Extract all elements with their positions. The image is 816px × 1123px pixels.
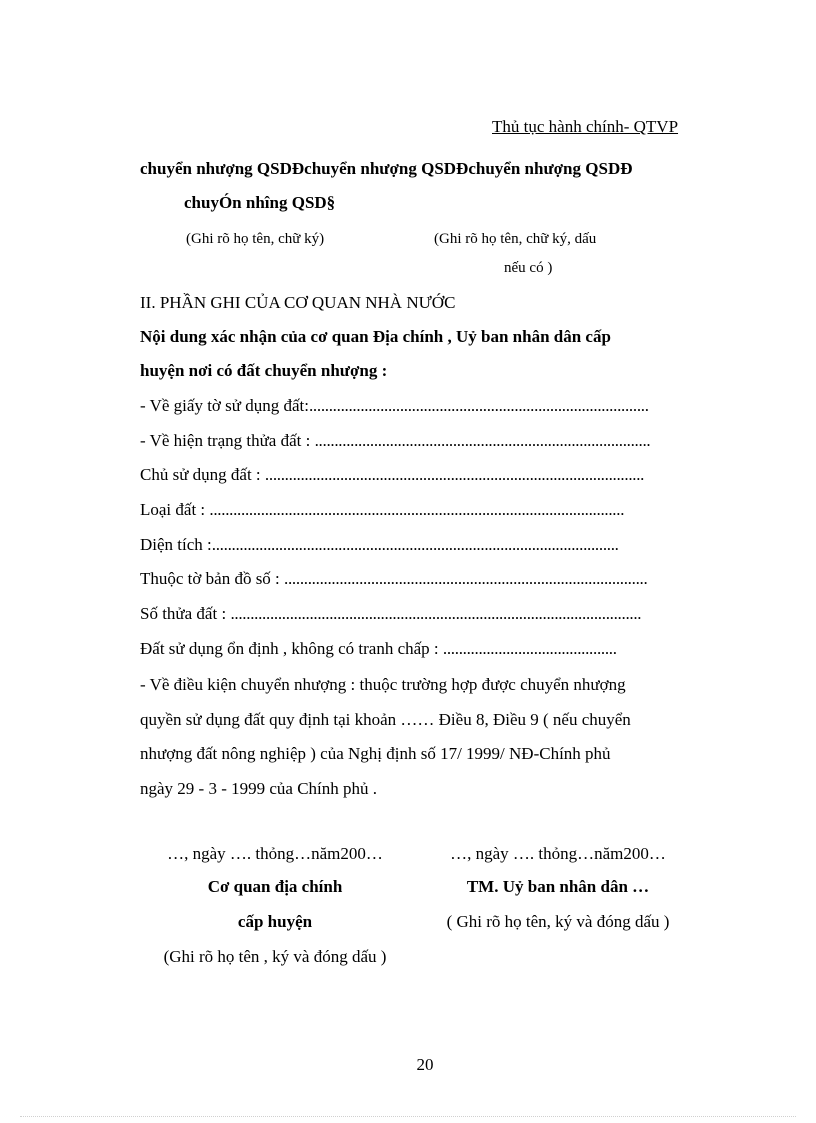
condition-line: - Về điều kiện chuyển nhượng : thuộc trường hợp được chuyển nhượng — [140, 675, 626, 694]
right-signature-date: …, ngày …. thỏng…năm200… — [450, 844, 666, 863]
field-dots: ........................................................................................................ — [230, 604, 642, 623]
condition-line: nhượng đất nông nghiệp ) của Nghị định số 17/ 1999/ NĐ-Chính phủ — [140, 744, 611, 763]
condition-line: ngày 29 - 3 - 1999 của Chính phủ . — [140, 779, 378, 798]
left-signature-date: …, ngày …. thỏng…năm200… — [167, 844, 383, 863]
field-label: Loại đất : — [140, 500, 210, 519]
field-row — [140, 395, 649, 417]
section-intro-line-2: huyện nơi có đất chuyển nhượng : — [140, 361, 388, 380]
field-dots: ...................................................................................... — [308, 396, 649, 415]
field-label: - Về giấy tờ sử dụng đất: — [140, 396, 309, 415]
field-dots: ............................................ — [442, 639, 617, 658]
field-row — [140, 603, 641, 625]
signature-label-row: chuyển nhượng QSDĐchuyển nhượng QSDĐchuyển nhượng QSDĐ — [140, 159, 633, 178]
field-dots: ....................................................................................................... — [211, 535, 619, 554]
running-title: Thủ tục hành chính- QTVP — [492, 117, 679, 136]
signature-label-row-2: chuyÓn nhîng QSD§ — [184, 193, 336, 212]
section-heading: II. PHẦN GHI CỦA CƠ QUAN NHÀ NƯỚC — [140, 293, 456, 312]
field-dots: ..................................................................................... — [314, 431, 651, 450]
section-intro-line-1: Nội dung xác nhận của cơ quan Địa chính , Uỷ ban nhân dân cấp — [140, 327, 611, 346]
field-row — [140, 638, 617, 660]
field-label: Đất sử dụng ổn định , không có tranh chấp : — [140, 639, 443, 658]
field-label: Số thửa đất : — [140, 604, 231, 623]
field-row — [140, 568, 647, 590]
signature-note-right-2: nếu có ) — [504, 260, 553, 276]
field-row — [140, 534, 619, 556]
left-signature-note: (Ghi rõ họ tên , ký và đóng dấu ) — [163, 947, 387, 966]
field-row — [140, 464, 644, 486]
signature-note-right: (Ghi rõ họ tên, chữ ký, dấu — [434, 231, 597, 247]
condition-line: quyền sử dụng đất quy định tại khoản …… Điều 8, Điều 9 ( nếu chuyển — [140, 710, 631, 729]
right-signature-title: TM. Uỷ ban nhân dân … — [466, 877, 650, 896]
field-row — [140, 499, 624, 521]
field-label: Thuộc tờ bản đồ số : — [140, 569, 285, 588]
right-signature-note: ( Ghi rõ họ tên, ký và đóng dấu ) — [446, 912, 670, 931]
field-label: Chủ sử dụng đất : — [140, 465, 265, 484]
field-label: Diện tích : — [140, 535, 212, 554]
field-dots: ................................................................................................ — [264, 465, 645, 484]
left-signature-title: Cơ quan địa chính — [207, 877, 343, 896]
signature-note-left: (Ghi rõ họ tên, chữ ký) — [186, 231, 325, 247]
field-dots: ............................................................................................ — [284, 569, 648, 588]
page-bottom-rule — [20, 1116, 796, 1117]
page-number: 20 — [416, 1055, 434, 1074]
field-row — [140, 430, 650, 452]
field-label: - Về hiện trạng thửa đất : — [140, 431, 315, 450]
field-dots: ......................................................................................................... — [209, 500, 625, 519]
left-signature-title-2: cấp huyện — [237, 912, 313, 931]
